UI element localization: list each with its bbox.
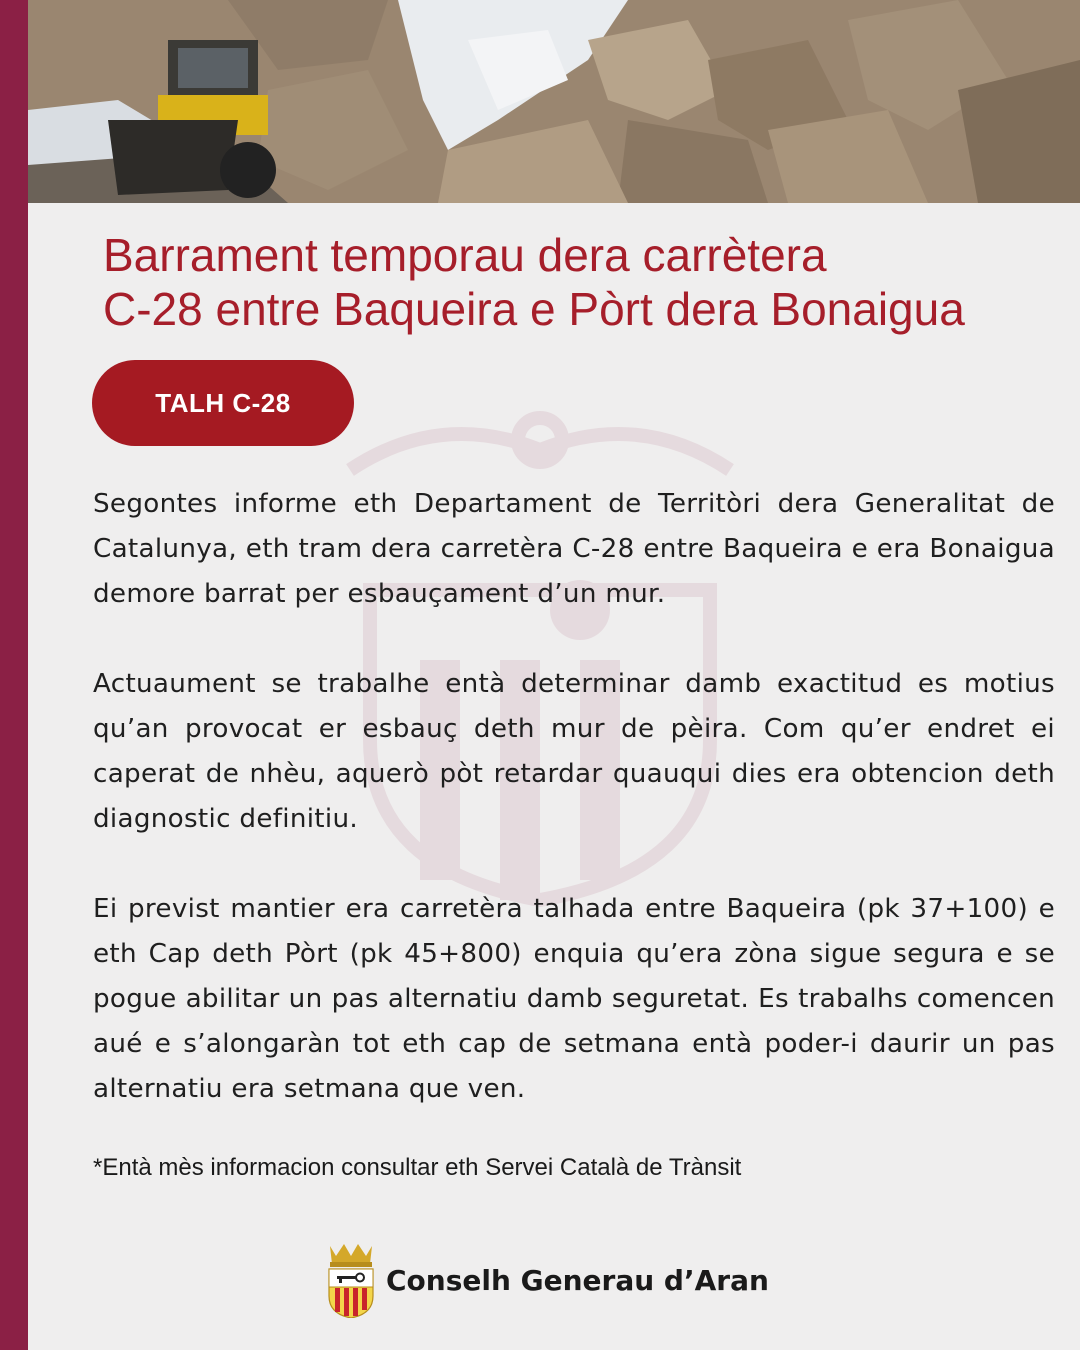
page-title [103,228,1063,336]
paragraph-3: Ei previst mantier era carretèra talhada entre Baqueira (pk 37+100) e eth Cap deth Pòrt (pk 45+800) enquia qu’era zòna sigue segura e se pogue abilitar un pas alternatiu damb seguretat. Es trabalhs comencen aué e s’alongaràn tot eth cap de setmana entà poder-i daurir un pas alternatiu era setmana que ven. [93,894,1055,1104]
paragraph-1: Segontes informe eth Departament de Territòri dera Generalitat de Catalunya, eth tram dera carretèra C-28 entre Baqueira e era Bonaigua demore barrat per esbauçament d’un mur. [93,489,1055,609]
title-line-1: Barrament temporau dera carrètera [103,229,827,281]
article-body [93,482,1055,1157]
title-line-2: C-28 entre Baqueira e Pòrt dera Bonaigua [103,283,965,335]
info-note: *Entà mès informacion consultar eth Servei Català de Trànsit [93,1154,742,1181]
paragraph-2: Actuaument se trabalhe entà determinar damb exactitud es motius qu’an provocat er esbauç deth mur de pèira. Com qu’er endret ei caperat de nhèu, aquerò pòt retardar quauqui dies era obtencion deth diagnostic definitiu. [93,669,1055,834]
talh-c28-badge: TALH C-28 [92,360,354,446]
aran-coat-of-arms-icon [324,1242,378,1318]
hero-photo [28,0,1080,203]
organization-name: Conselh Generau d’Aran [386,1263,769,1297]
rockfall-road-photo [28,0,1080,203]
footer [324,1242,769,1318]
side-accent-bar [0,0,28,1350]
